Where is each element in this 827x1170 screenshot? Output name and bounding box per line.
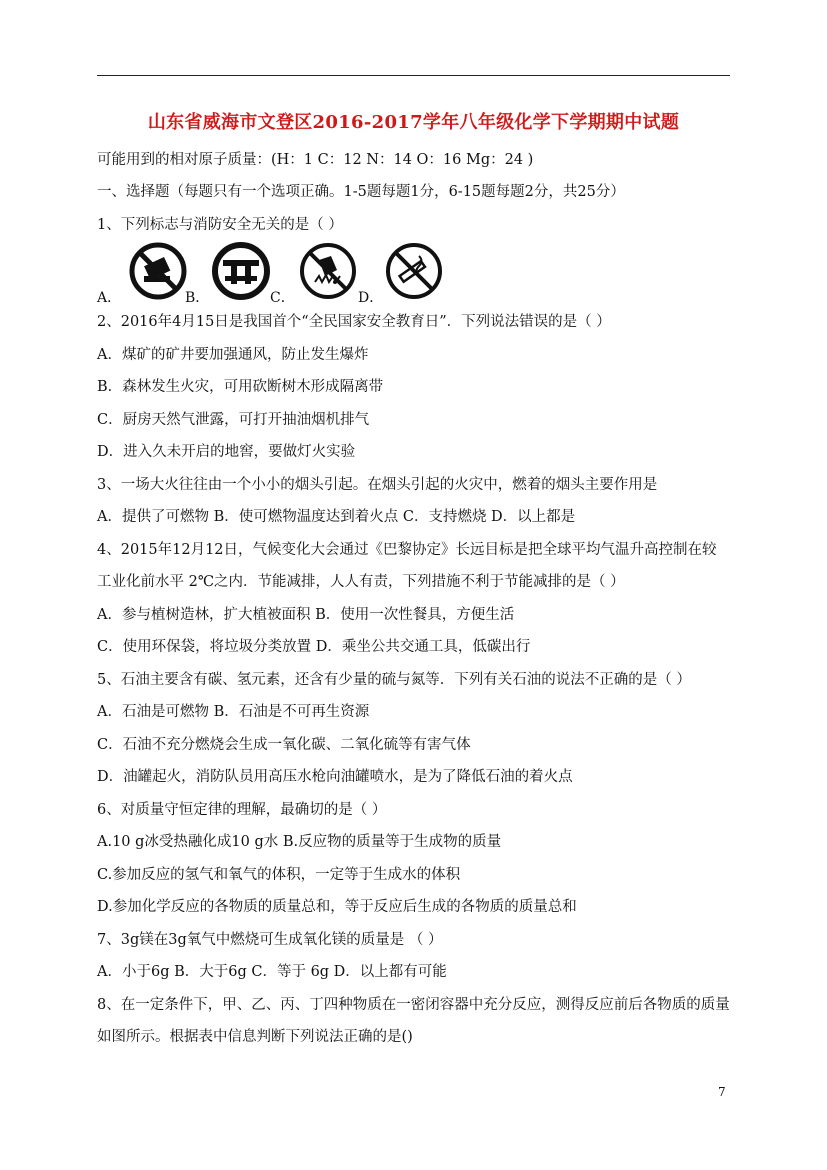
- question-5-option-c: C．石油不充分燃烧会生成一氧化碳、二氧化硫等有害气体: [97, 737, 471, 753]
- question-4: 4、2015年12月12日，气候变化大会通过《巴黎协定》长远目标是把全球平均气温升高控制在较: [97, 542, 717, 558]
- no-firecrackers-icon[interactable]: [297, 240, 359, 302]
- no-smoking-icon[interactable]: [383, 240, 445, 302]
- option-d-label: D．: [358, 290, 384, 306]
- question-7-options: A．小于6g B．大于6g C．等于 6g D．以上都有可能: [97, 964, 447, 980]
- question-8: 8、在一定条件下，甲、乙、丙、丁四种物质在一密闭容器中充分反应，测得反应前后各物质的质量: [97, 997, 730, 1013]
- question-3: 3、一场大火往往由一个小小的烟头引起。在烟头引起的火灾中，燃着的烟头主要作用是: [97, 477, 658, 493]
- question-3-options: A．提供了可燃物 B．使可燃物温度达到着火点 C．支持燃烧 D．以上都是: [97, 509, 576, 525]
- question-4-options-cd: C．使用环保袋，将垃圾分类放置 D．乘坐公共交通工具，低碳出行: [97, 639, 531, 655]
- question-2-option-a: A．煤矿的矿井要加强通风，防止发生爆炸: [97, 347, 369, 363]
- option-c-label: C．: [270, 290, 295, 306]
- question-6-option-c: C.参加反应的氢气和氧气的体积，一定等于生成水的体积: [97, 867, 461, 883]
- question-2-option-c: C．厨房天然气泄露，可打开抽油烟机排气: [97, 412, 370, 428]
- question-6: 6、对质量守恒定律的理解，最确切的是（ ）: [97, 802, 387, 818]
- question-6-option-d: D.参加化学反应的各物质的质量总和，等于反应后生成的各物质的质量总和: [97, 899, 577, 915]
- question-2: 2、2016年4月15日是我国首个“全民国家安全教育日”．下列说法错误的是（ ）: [97, 314, 611, 330]
- page-number: 7: [718, 1085, 726, 1099]
- question-5-options-ab: A．石油是可燃物 B．石油是不可再生资源: [97, 704, 370, 720]
- question-8-continued: 如图所示。根据表中信息判断下列说法正确的是(): [97, 1029, 413, 1045]
- question-2-option-d: D．进入久未开启的地窖，要做灯火实验: [97, 444, 356, 460]
- header-rule: [97, 75, 730, 76]
- atomic-mass-line: 可能用到的相对原子质量：(H：1 C：12 N：14 O：16 Mg：24 ): [97, 152, 534, 168]
- no-fireworks-icon[interactable]: [210, 240, 272, 302]
- question-4-continued: 工业化前水平 2℃之内．节能减排，人人有责，下列措施不利于节能减排的是（ ）: [97, 574, 625, 590]
- question-1: 1、下列标志与消防安全无关的是（ ）: [97, 217, 343, 233]
- question-5-option-d: D．油罐起火，消防队员用高压水枪向油罐喷水，是为了降低石油的着火点: [97, 769, 573, 785]
- section-heading: 一、选择题（每题只有一个选项正确。1-5题每题1分，6-15题每题2分，共25分）: [97, 184, 625, 200]
- question-7: 7、3g镁在3g氧气中燃烧可生成氧化镁的质量是 （ ）: [97, 932, 443, 948]
- question-5: 5、石油主要含有碳、氢元素，还含有少量的硫与氮等．下列有关石油的说法不正确的是（ ）: [97, 672, 691, 688]
- option-a-label: A．: [97, 290, 122, 306]
- no-smoking-material-icon[interactable]: [127, 240, 189, 302]
- question-2-option-b: B．森林发生火灾，可用砍断树木形成隔离带: [97, 379, 384, 395]
- question-4-options-ab: A．参与植树造林，扩大植被面积 B．使用一次性餐具，方便生活: [97, 607, 515, 623]
- question-1-options: [97, 240, 457, 306]
- option-b-label: B．: [185, 290, 210, 306]
- page-title: 山东省威海市文登区2016-2017学年八年级化学下学期期中试题: [147, 112, 680, 133]
- question-6-options-ab: A.10 g冰受热融化成10 g水 B.反应物的质量等于生成物的质量: [97, 834, 502, 850]
